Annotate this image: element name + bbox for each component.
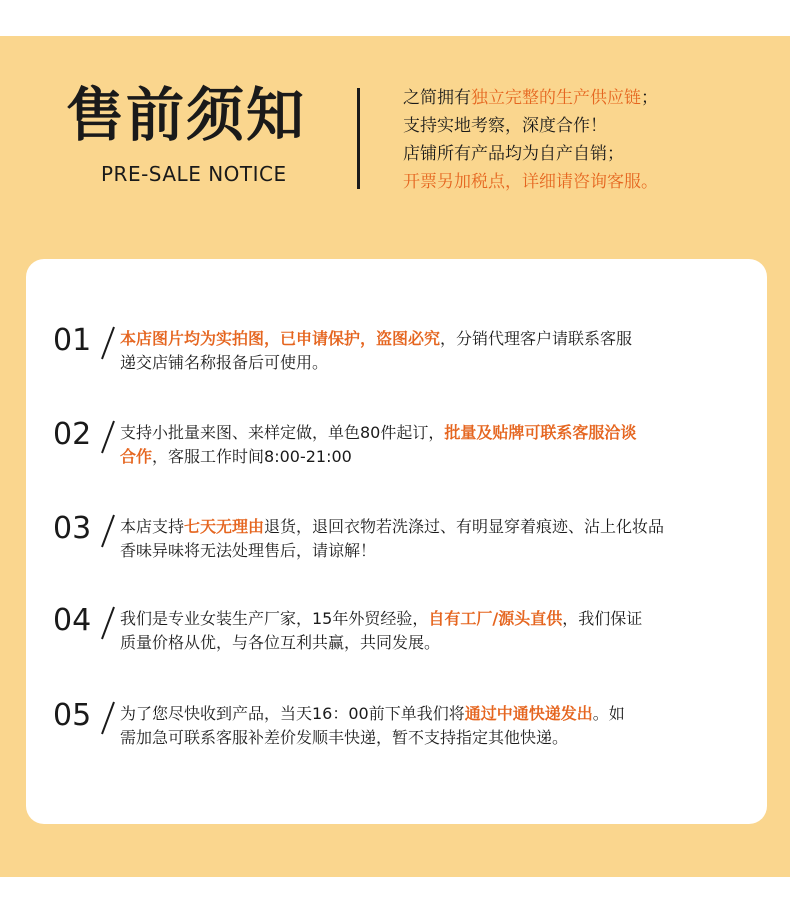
notice-item-04 [26,603,767,667]
notice-highlight: 七天无理由 [184,517,265,536]
header-line-3 [403,140,658,168]
notice-line [120,327,760,351]
notice-item-01 [26,323,767,387]
notice-segment: 为了您尽快收到产品，当天16：00前下单我们将 [120,704,465,723]
notice-segment: 支持小批量来图、来样定做，单色80件起订， [120,423,445,442]
notice-line [120,539,760,563]
slash-separator [95,325,119,363]
notice-segment: 我们是专业女装生产厂家，15年外贸经验， [120,609,429,628]
notice-line [120,445,760,469]
header-line-4 [403,168,658,196]
notice-segment: ，客服工作时间8:00-21:00 [152,447,352,466]
header-line-1-end: ； [641,88,658,108]
notice-text [120,515,760,563]
notice-text [120,421,760,469]
notice-line [120,607,760,631]
notice-item-02 [26,417,767,481]
notice-line [120,702,760,726]
notice-number: 03 [53,511,92,546]
header-statements [403,84,658,196]
notice-segment: 香味异味将无法处理售后，请谅解！ [120,541,377,560]
notice-segment: 质量价格从优，与各位互利共赢，共同发展。 [120,633,441,652]
notice-segment: 本店支持 [120,517,185,536]
header-line-1 [403,84,658,112]
slash-separator [95,605,119,643]
notice-segment: 递交店铺名称报备后可使用。 [120,353,329,372]
notice-number: 01 [53,323,92,358]
header-line-2-text: 支持实地考察，深度合作！ [403,116,607,136]
notice-line [120,631,760,655]
notice-text [120,327,760,375]
notice-number: 04 [53,603,92,638]
notice-line [120,421,760,445]
header-line-3-text: 店铺所有产品均为自产自销； [403,144,624,164]
slash-separator [95,513,119,551]
notice-segment: 退货，退回衣物若洗涤过、有明显穿着痕迹、沾上化妆品 [264,517,665,536]
notice-highlight: 通过中通快递发出 [464,704,593,723]
slash-separator [95,700,119,738]
notice-segment: ，我们保证 [562,609,643,628]
notice-item-05 [26,698,767,762]
header-line-1-highlight: 独立完整的生产供应链 [471,88,641,108]
notice-line [120,726,760,750]
notice-segment: 需加急可联系客服补差价发顺丰快递，暂不支持指定其他快递。 [120,728,569,747]
notice-segment: ，分销代理客户请联系客服 [440,329,633,348]
notice-highlight: 合作 [120,447,153,466]
notice-line [120,351,760,375]
notice-item-03 [26,511,767,575]
notice-card [26,259,767,824]
notice-text [120,702,760,750]
header-line-1-text: 之简拥有 [403,88,471,108]
header-line-2 [403,112,658,140]
notice-number: 02 [53,417,92,452]
slash-separator [95,419,119,457]
notice-segment: 。如 [592,704,625,723]
notice-highlight: 自有工厂/源头直供 [428,609,563,628]
page-title: 售前须知 [66,81,307,149]
notice-text [120,607,760,655]
page-subtitle: PRE-SALE NOTICE [101,162,287,186]
notice-highlight: 批量及贴牌可联系客服洽谈 [444,423,637,442]
notice-line [120,515,760,539]
header-divider [357,88,360,189]
header-line-4-highlight: 开票另加税点，详细请咨询客服。 [403,172,658,192]
notice-number: 05 [53,698,92,733]
notice-highlight: 本店图片均为实拍图，已申请保护，盗图必究 [120,329,441,348]
